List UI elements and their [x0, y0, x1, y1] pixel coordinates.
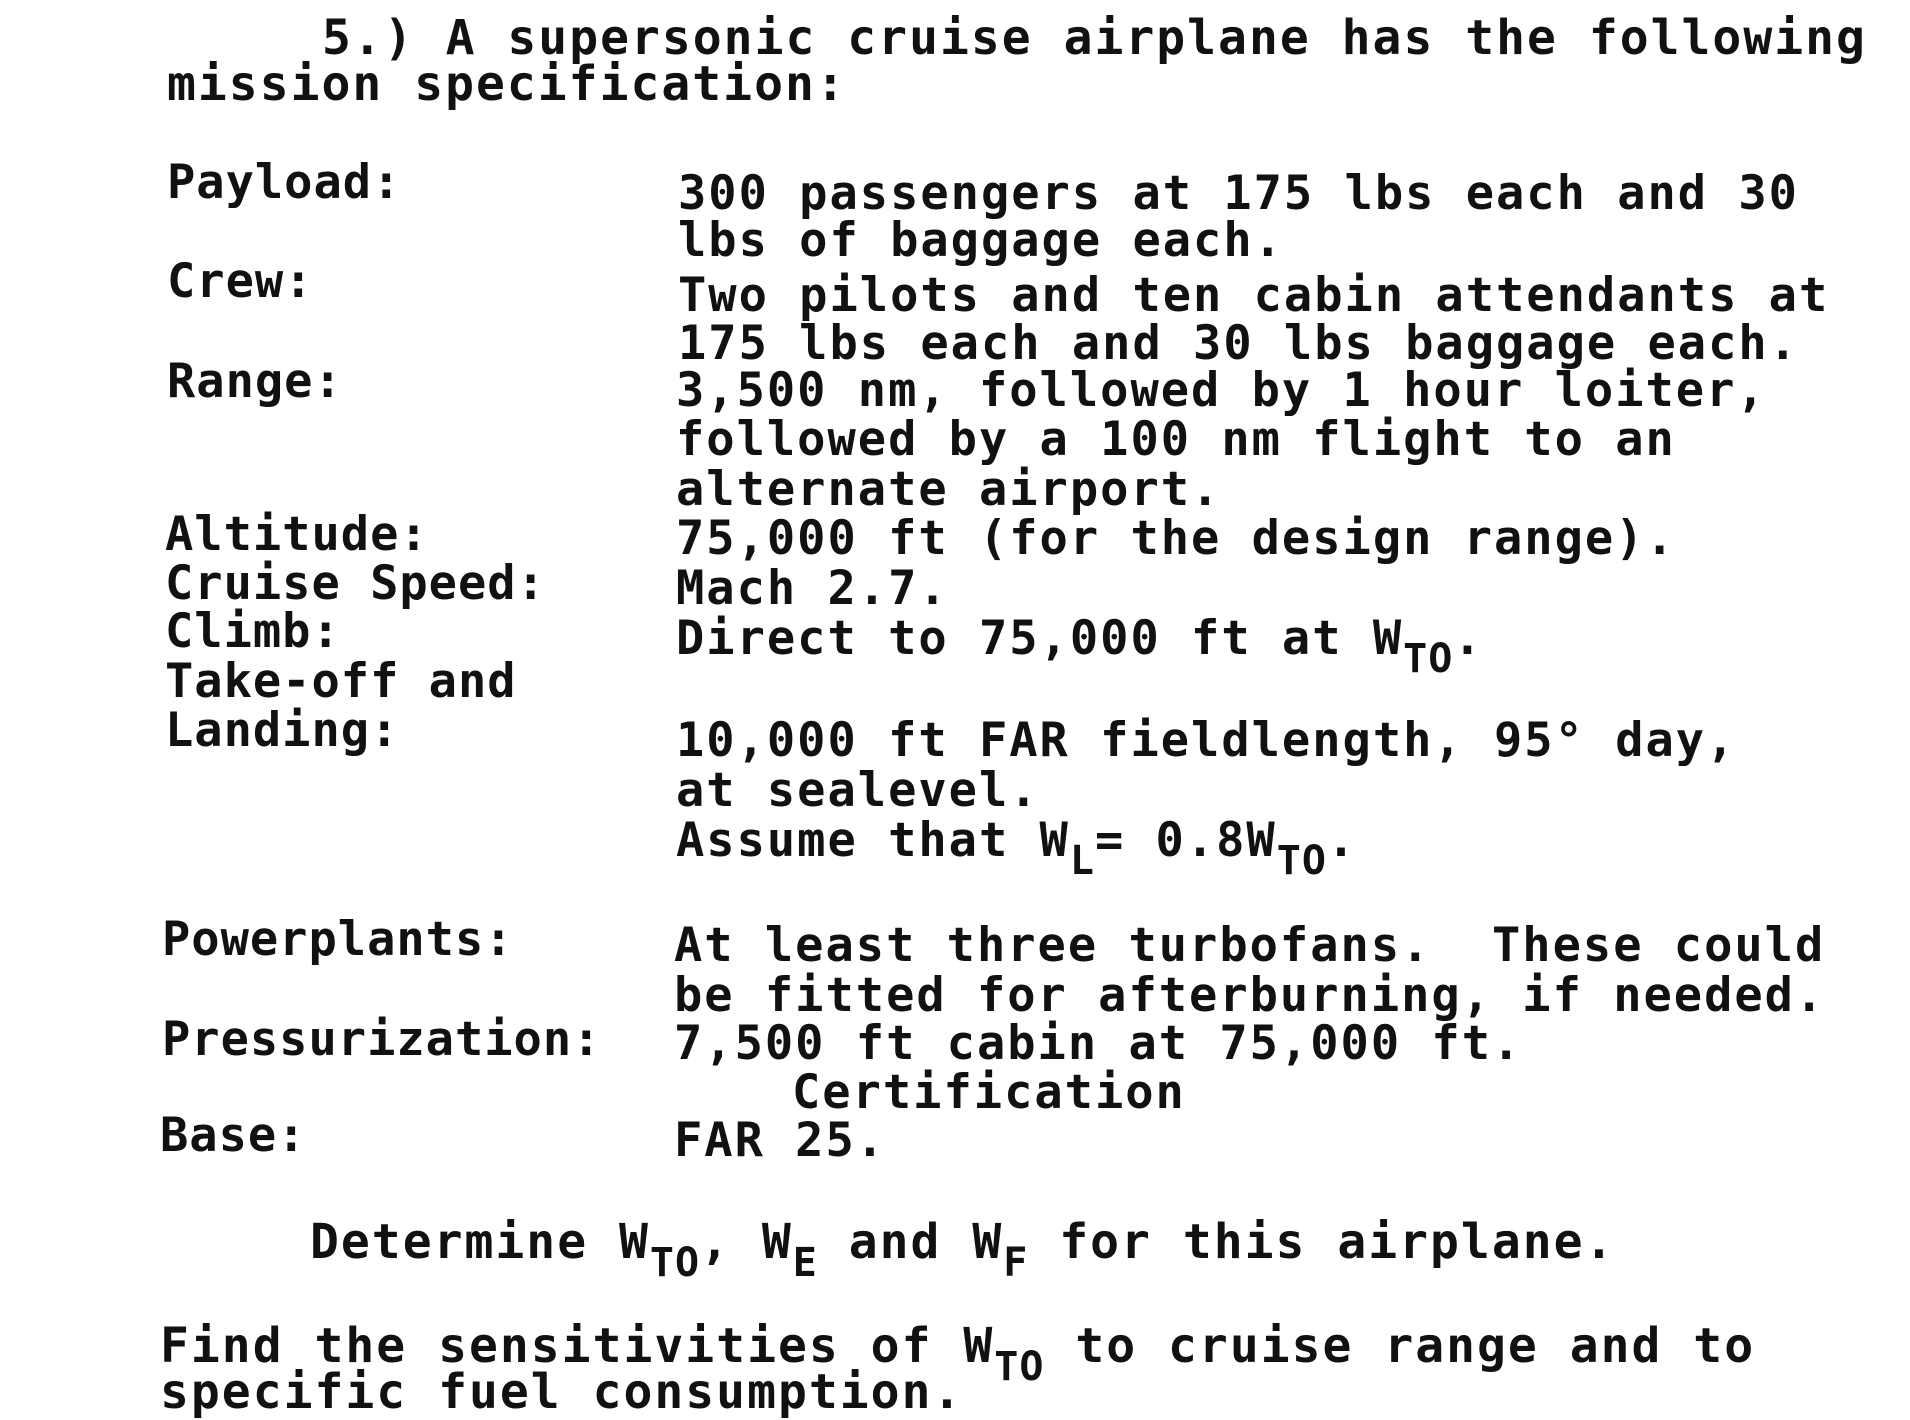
assume-equation: = 0.8W	[1094, 813, 1277, 868]
payload-value-line2: lbs of baggage each.	[678, 213, 1284, 268]
climb-value	[676, 611, 1484, 682]
crew-value-line1: Two pilots and ten cabin attendants at	[678, 268, 1830, 323]
cruise-speed-value: Mach 2.7.	[676, 561, 949, 616]
powerplants-value-line2: be fitted for afterburning, if needed.	[674, 968, 1826, 1023]
determine-text-wf: and W	[817, 1214, 1004, 1270]
crew-label: Crew:	[167, 254, 314, 309]
powerplants-label: Powerplants:	[162, 912, 514, 967]
certification-label: Certification	[792, 1065, 1186, 1120]
climb-period: .	[1453, 611, 1484, 666]
determine-subscript-f: F	[1003, 1240, 1029, 1286]
crew-value-line2: 175 lbs each and 30 lbs baggage each.	[678, 316, 1799, 371]
determine-text: Determine W	[310, 1214, 650, 1270]
altitude-label: Altitude:	[165, 507, 429, 562]
climb-label: Climb:	[165, 604, 341, 659]
landing-weight-subscript: L	[1069, 838, 1095, 884]
takeoff-value-line1: 10,000 ft FAR fieldlength, 95° day,	[676, 713, 1737, 768]
payload-label: Payload:	[167, 155, 402, 210]
problem-intro-line2: mission specification:	[167, 56, 847, 112]
base-value: FAR 25.	[674, 1113, 887, 1168]
altitude-value: 75,000 ft (for the design range).	[676, 511, 1676, 566]
climb-text: Direct to 75,000 ft at W	[676, 611, 1404, 666]
takeoff-label-line2: Landing:	[165, 703, 400, 758]
range-value-line2: followed by a 100 nm flight to an	[676, 412, 1676, 467]
takeoff-weight-subscript: TO	[1276, 838, 1327, 884]
payload-value-line1: 300 passengers at 175 lbs each and 30	[678, 166, 1799, 221]
powerplants-value-line1: At least three turbofans. These could	[674, 918, 1826, 973]
takeoff-value-line3	[676, 813, 1358, 884]
base-label: Base:	[160, 1108, 307, 1163]
takeoff-label-line1: Take-off and	[165, 654, 517, 709]
sensitivity-subscript: TO	[994, 1344, 1045, 1390]
assume-text: Assume that W	[676, 813, 1070, 868]
determine-text-we: , W	[700, 1214, 793, 1270]
determine-task	[310, 1214, 1616, 1286]
assume-period: .	[1326, 813, 1358, 868]
sensitivity-text: Find the sensitivities of W	[160, 1318, 995, 1374]
determine-text-end: for this airplane.	[1028, 1214, 1616, 1270]
range-label: Range:	[167, 354, 343, 409]
cruise-speed-label: Cruise Speed:	[165, 556, 546, 611]
takeoff-value-line2: at sealevel.	[676, 763, 1040, 818]
determine-subscript-e: E	[792, 1240, 818, 1286]
sensitivity-task-line2: specific fuel consumption.	[160, 1364, 964, 1420]
problem-intro-line1: 5.) A supersonic cruise airplane has the following	[322, 10, 1867, 66]
determine-subscript-to: TO	[649, 1240, 701, 1286]
range-value-line3: alternate airport.	[676, 462, 1222, 517]
climb-subscript: TO	[1403, 636, 1454, 682]
pressurization-value: 7,500 ft cabin at 75,000 ft.	[674, 1016, 1523, 1071]
pressurization-label: Pressurization:	[162, 1012, 602, 1067]
range-value-line1: 3,500 nm, followed by 1 hour loiter,	[676, 363, 1767, 418]
sensitivity-text-end: to cruise range and to	[1044, 1318, 1756, 1374]
